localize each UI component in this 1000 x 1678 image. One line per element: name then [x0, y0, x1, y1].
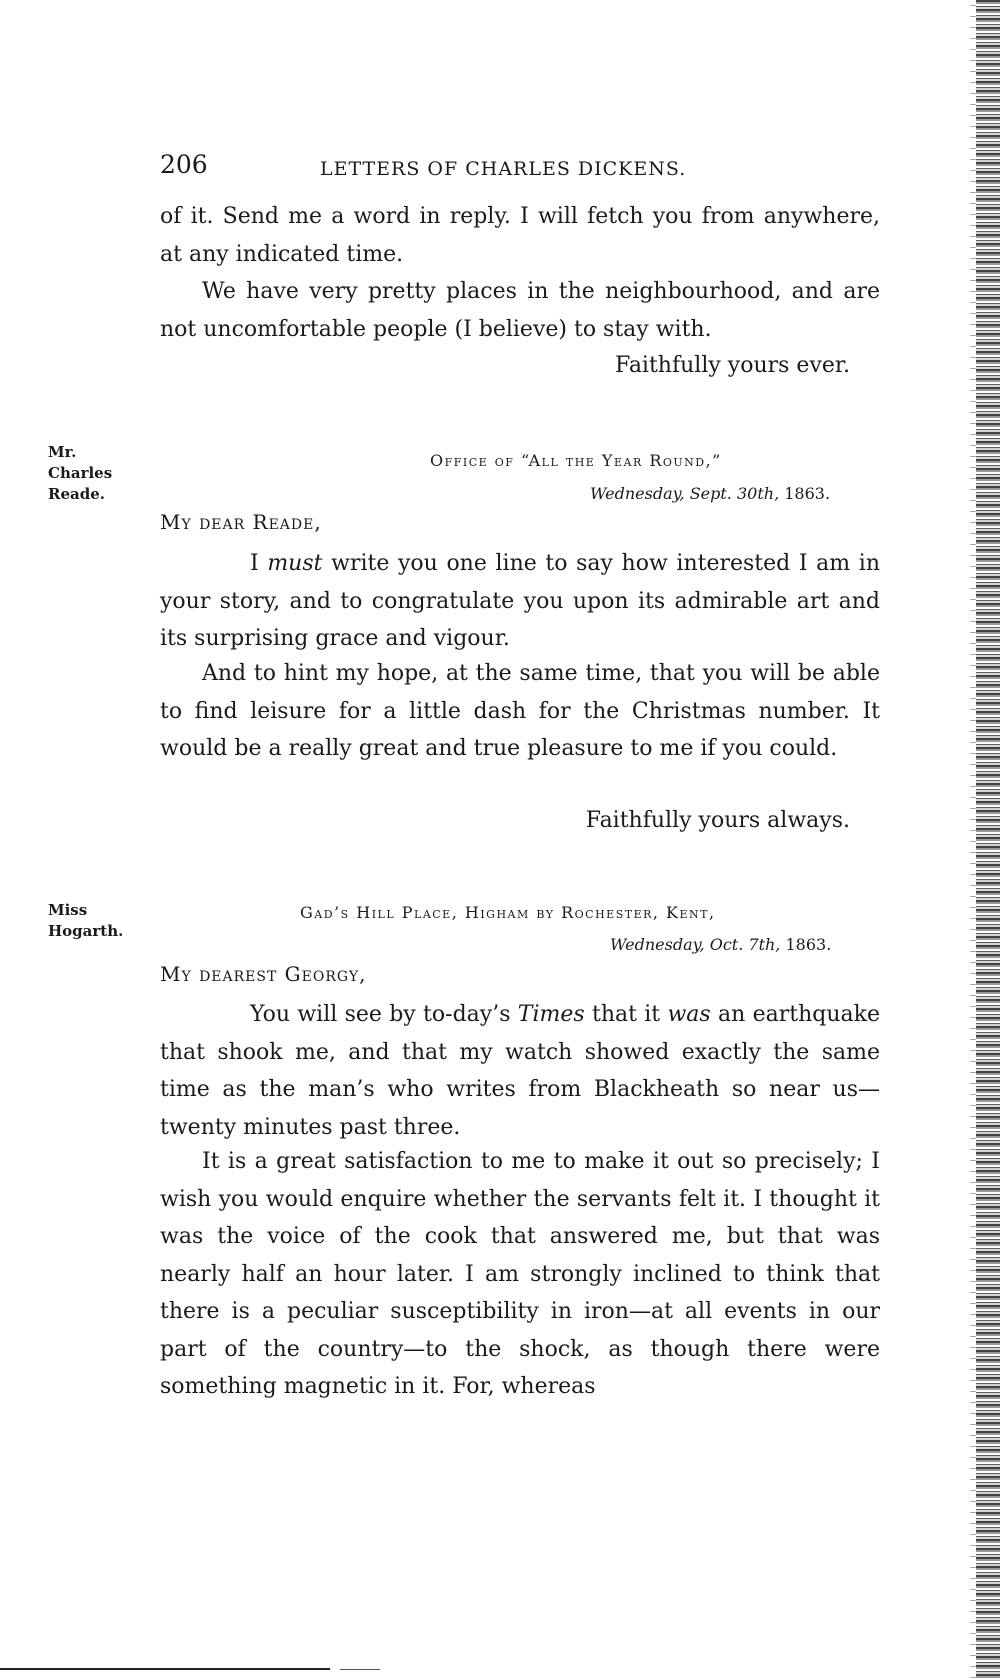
letter-place: Gad’s Hill Place, Higham by Rochester, Kent,: [300, 903, 716, 922]
paragraph-earthquake: You will see by to-day’s Times that it was an earthquake that shook me, and that my watch showed exactly the same time as the man’s who writes from Blackheath so near us—twenty minutes past three.: [160, 1002, 881, 1140]
page-edge-shadow: [976, 0, 1000, 1678]
letter-date: Wednesday, Sept. 30th, 1863.: [590, 484, 831, 503]
page-header: [160, 150, 860, 190]
running-title: LETTERS OF CHARLES DICKENS.: [320, 158, 687, 180]
paragraph-continuation: of it. Send me a word in reply. I will fetch you from anywhere, at any indicated time.: [160, 204, 880, 267]
paragraph-christmas: And to hint my hope, at the same time, that you will be able to find leisure for a little dash for the Christmas number. It would be a really great and true pleasure to me if you could.: [160, 661, 880, 761]
closing-ever: Faithfully yours ever.: [615, 353, 850, 378]
bottom-rule-fragment: [340, 1669, 380, 1670]
paragraph-neighbourhood: We have very pretty places in the neighbourhood, and are not uncomfortable people (I believe) to stay with.: [160, 279, 880, 342]
page-number: 206: [160, 150, 208, 179]
paragraph-interested: I must write you one line to say how interested I am in your story, and to congratulate you upon its admirable art and its surprising grace and vigour.: [160, 551, 880, 651]
salutation: My dearest Georgy,: [160, 962, 367, 986]
margin-note-hogarth: Miss Hogarth.: [48, 901, 124, 940]
paragraph-satisfaction: It is a great satisfaction to me to make it out so precisely; I wish you would enquire whether the servants felt it. I thought it was the voice of the cook that answered me, but that was nearly half an hour later. I am strongly inclined to think that there is a peculiar susceptibility in iron—at all events in our part of the country—to the shock, as though there were something magnetic in it. For, whereas: [160, 1149, 880, 1399]
letter-date: Wednesday, Oct. 7th, 1863.: [610, 935, 832, 954]
salutation: My dear Reade,: [160, 510, 322, 534]
bottom-rule: [0, 1668, 330, 1670]
margin-note-reade: Mr. Charles Reade.: [48, 443, 113, 503]
closing-always: Faithfully yours always.: [585, 808, 850, 833]
letter-place: Office of “All the Year Round,”: [430, 451, 722, 470]
